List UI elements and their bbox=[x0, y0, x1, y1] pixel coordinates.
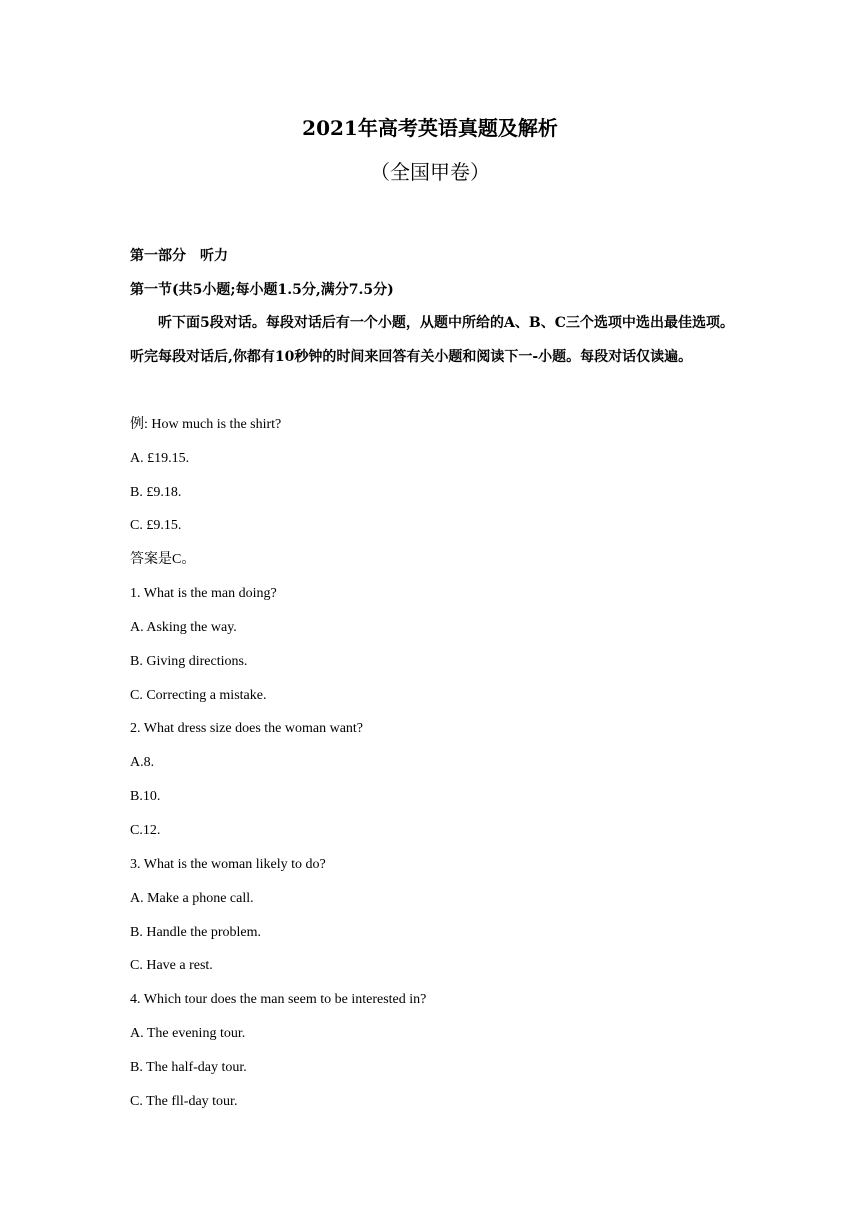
question-1-option-b: B. Giving directions. bbox=[130, 654, 248, 669]
question-2-option-b: B.10. bbox=[130, 789, 161, 804]
part-heading: 第一部分 听力 bbox=[130, 248, 228, 264]
question-3-option-a: A. Make a phone call. bbox=[130, 891, 254, 906]
question-1-option-a: A. Asking the way. bbox=[130, 620, 237, 635]
example-question: 例: How much is the shirt? bbox=[130, 417, 282, 432]
question-4-option-a: A. The evening tour. bbox=[130, 1026, 246, 1041]
question-1: 1. What is the man doing? bbox=[130, 586, 277, 601]
question-3-option-b: B. Handle the problem. bbox=[130, 925, 262, 940]
question-2: 2. What dress size does the woman want? bbox=[130, 721, 364, 736]
example-option-c: C. £9.15. bbox=[130, 518, 182, 533]
document-title: 2021年高考英语真题及解析 bbox=[302, 116, 558, 140]
question-4-option-c: C. The fll-day tour. bbox=[130, 1094, 238, 1109]
example-option-a: A. £19.15. bbox=[130, 451, 190, 466]
section-heading: 第一节(共5小题;每小题1.5分,满分7.5分) bbox=[130, 282, 394, 298]
question-1-option-c: C. Correcting a mistake. bbox=[130, 688, 267, 703]
example-answer: 答案是C。 bbox=[130, 552, 196, 567]
question-4: 4. Which tour does the man seem to be interested in? bbox=[130, 992, 427, 1007]
question-4-option-b: B. The half-day tour. bbox=[130, 1060, 247, 1075]
question-2-option-c: C.12. bbox=[130, 823, 161, 838]
instructions-paragraph: 听下面5段对话。每段对话后有一个小题，从题中所给的A、B、C三个选项中选出最佳选项。听完每段对话后,你都有10秒钟的时间来回答有关小题和阅读下一-小题。每段对话仅读遍。 bbox=[130, 315, 734, 365]
example-option-b: B. £9.18. bbox=[130, 485, 182, 500]
question-3: 3. What is the woman likely to do? bbox=[130, 857, 326, 872]
document-subtitle: （全国甲卷） bbox=[370, 160, 490, 184]
question-2-option-a: A.8. bbox=[130, 755, 155, 770]
question-3-option-c: C. Have a rest. bbox=[130, 958, 213, 973]
